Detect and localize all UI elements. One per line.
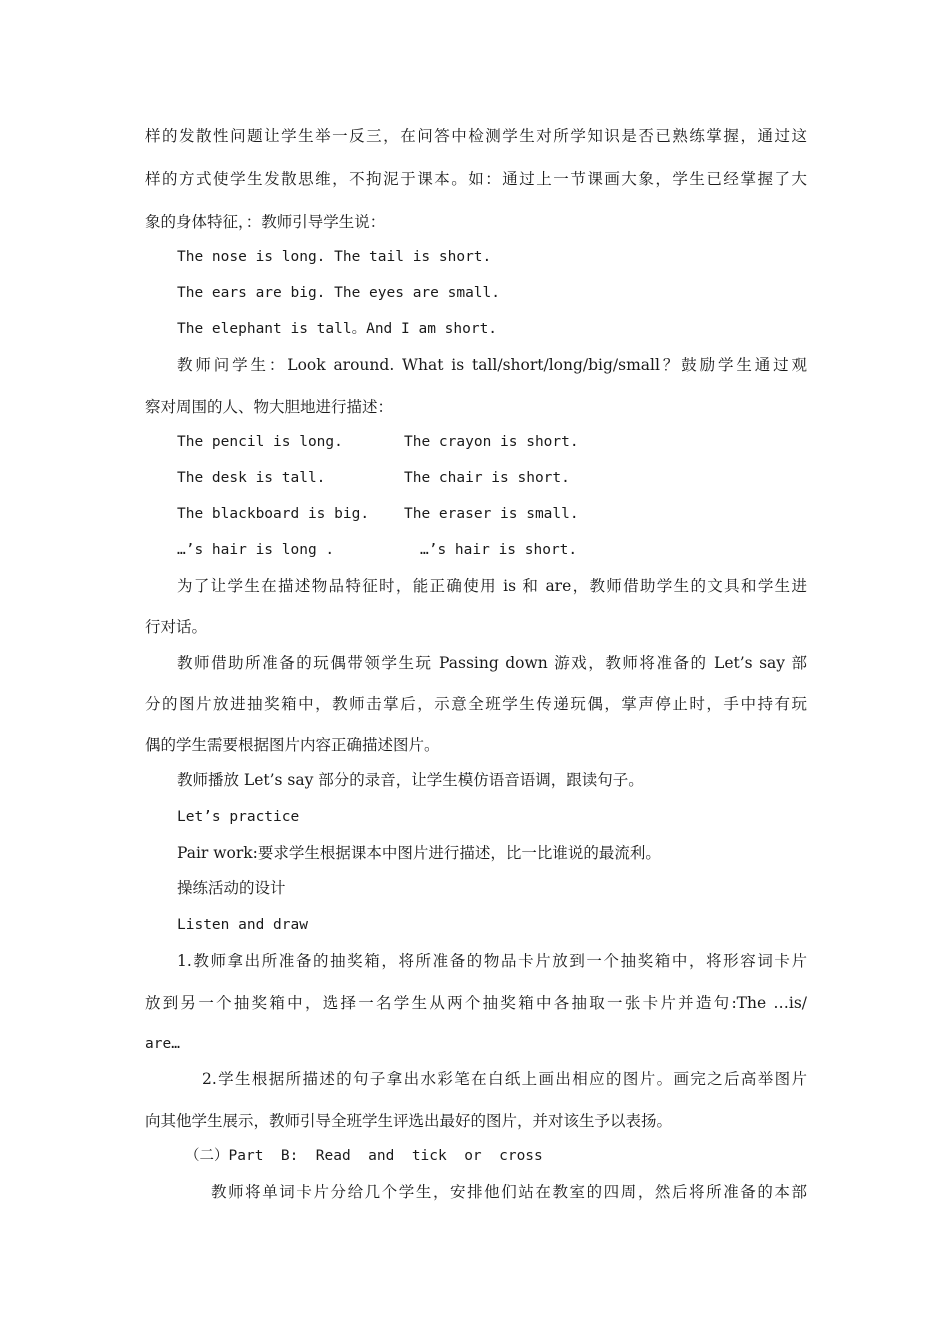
paragraph-line: 样的发散性问题让学生举一反三，在问答中检测学生对所学知识是否已熟练掌握，通过这 <box>145 127 807 145</box>
pair-left: The blackboard is big. <box>177 506 370 522</box>
section-label: Let’s practice <box>177 809 300 825</box>
paragraph-line: 教师问学生：Look around. What is tall/short/long/big/small？鼓励学生通过观 <box>177 356 807 374</box>
paragraph-line: 教师将单词卡片分给几个学生，安排他们站在教室的四周，然后将所准备的本部 <box>211 1183 807 1201</box>
pair-right: The chair is short. <box>404 470 570 486</box>
paragraph-line: 象的身体特征，：教师引导学生说： <box>145 213 386 231</box>
paragraph-line: 2.学生根据所描述的句子拿出水彩笔在白纸上画出相应的图片。画完之后高举图片 <box>202 1070 807 1088</box>
paragraph-line: 分的图片放进抽奖箱中，教师击掌后，示意全班学生传递玩偶，掌声停止时，手中持有玩 <box>145 695 807 713</box>
paragraph-line: are… <box>145 1036 180 1052</box>
paragraph-line: 察对周围的人、物大胆地进行描述： <box>145 398 394 416</box>
paragraph-line: 为了让学生在描述物品特征时，能正确使用 is 和 are，教师借助学生的文具和学生进 <box>177 577 807 595</box>
paragraph-line: 向其他学生展示，教师引导全班学生评选出最好的图片，并对该生予以表扬。 <box>145 1112 673 1130</box>
pair-right: The eraser is small. <box>404 506 579 522</box>
paragraph-line: 1.教师拿出所准备的抽奖箱，将所准备的物品卡片放到一个抽奖箱中，将形容词卡片 <box>177 952 807 970</box>
example-sentence: The elephant is tall。And I am short. <box>177 321 498 337</box>
paragraph-line: 教师播放 Let’s say 部分的录音，让学生模仿语音语调，跟读句子。 <box>177 771 644 789</box>
paragraph-line: 偶的学生需要根据图片内容正确描述图片。 <box>145 736 440 754</box>
paragraph-line: 样的方式使学生发散思维，不拘泥于课本。如：通过上一节课画大象，学生已经掌握了大 <box>145 170 807 188</box>
paragraph-line: 行对话。 <box>145 618 208 636</box>
section-heading: 操练活动的设计 <box>177 879 286 897</box>
paragraph-line: Pair work:要求学生根据课本中图片进行描述，比一比谁说的最流利。 <box>177 844 661 862</box>
pair-right: …’s hair is short. <box>420 542 578 558</box>
section-label: Listen and draw <box>177 917 308 933</box>
example-sentence: The ears are big. The eyes are small. <box>177 285 501 301</box>
pair-right: The crayon is short. <box>404 434 579 450</box>
pair-left: The desk is tall. <box>177 470 326 486</box>
example-sentence: The nose is long. The tail is short. <box>177 249 492 265</box>
pair-left: The pencil is long. <box>177 434 343 450</box>
paragraph-line: 放到另一个抽奖箱中，选择一名学生从两个抽奖箱中各抽取一张卡片并造句:The …is/ <box>145 994 807 1012</box>
paragraph-line: 教师借助所准备的玩偶带领学生玩 Passing down 游戏，教师将准备的 Let’s say 部 <box>177 654 807 672</box>
pair-left: …’s hair is long . <box>177 542 335 558</box>
section-heading: （二）Part B: Read and tick or cross <box>185 1148 543 1164</box>
